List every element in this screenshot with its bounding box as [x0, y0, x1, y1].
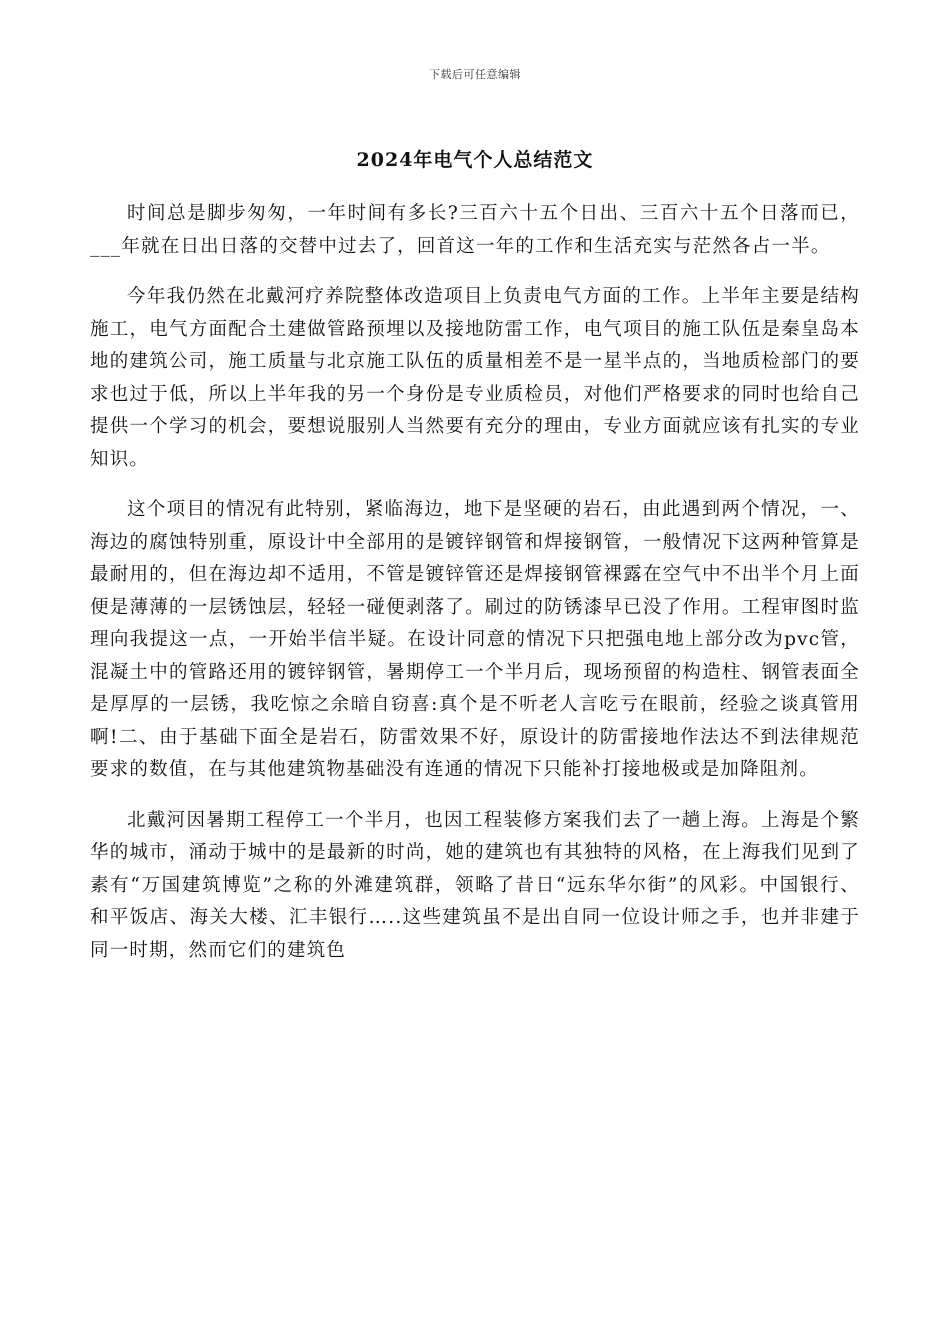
- paragraph-4: 北戴河因暑期工程停工一个半月，也因工程装修方案我们去了一趟上海。上海是个繁华的城市，涌动于城中的是最新的时尚，她的建筑也有其独特的风格，在上海我们见到了素有“万国建筑博览”之称的外滩建筑群，领略了昔日“远东华尔街”的风彩。中国银行、和平饭店、海关大楼、汇丰银行…..这些建筑虽不是出自同一位设计师之手，也并非建于同一时期，然而它们的建筑色: [90, 809, 860, 961]
- paragraph-2: 今年我仍然在北戴河疗养院整体改造项目上负责电气方面的工作。上半年主要是结构施工，电气方面配合土建做管路预埋以及接地防雷工作，电气项目的施工队伍是秦皇岛本地的建筑公司，施工质量与北京施工队伍的质量相差不是一星半点的，当地质检部门的要求也过于低，所以上半年我的另一个身份是专业质检员，对他们严格要求的同时也给自己提供一个学习的机会，要想说服别人当然要有充分的理由，专业方面就应该有扎实的专业知识。: [90, 286, 860, 470]
- paragraph-3: 这个项目的情况有此特别，紧临海边，地下是坚硬的岩石，由此遇到两个情况，一、海边的腐蚀特别重，原设计中全部用的是镀锌钢管和焊接钢管，一般情况下这两种管算是最耐用的，但在海边却不适用，不管是镀锌管还是焊接钢管裸露在空气中不出半个月上面便是薄薄的一层锈蚀层，轻轻一碰便剥落了。刷过的防锈漆早已没了作用。工程审图时监理向我提这一点，一开始半信半疑。在设计同意的情况下只把强电地上部分改为pvc管，混凝土中的管路还用的镀锌钢管，暑期停工一个半月后，现场预留的构造柱、钢管表面全是厚厚的一层锈，我吃惊之余暗自窃喜:真个是不听老人言吃亏在眼前，经验之谈真管用啊!二、由于基础下面全是岩石，防雷效果不好，原设计的防雷接地作法达不到法律规范要求的数值，在与其他建筑物基础没有连通的情况下只能补打接地极或是加降阻剂。: [90, 499, 860, 780]
- document-body: [90, 198, 860, 985]
- header-note: 下载后可任意编辑: [429, 68, 521, 81]
- document-title: 2024年电气个人总结范文: [356, 149, 594, 171]
- paragraph-1: 时间总是脚步匆匆，一年时间有多长?三百六十五个日出、三百六十五个日落而已，___年就在日出日落的交替中过去了，回首这一年的工作和生活充实与茫然各占一半。: [90, 203, 860, 257]
